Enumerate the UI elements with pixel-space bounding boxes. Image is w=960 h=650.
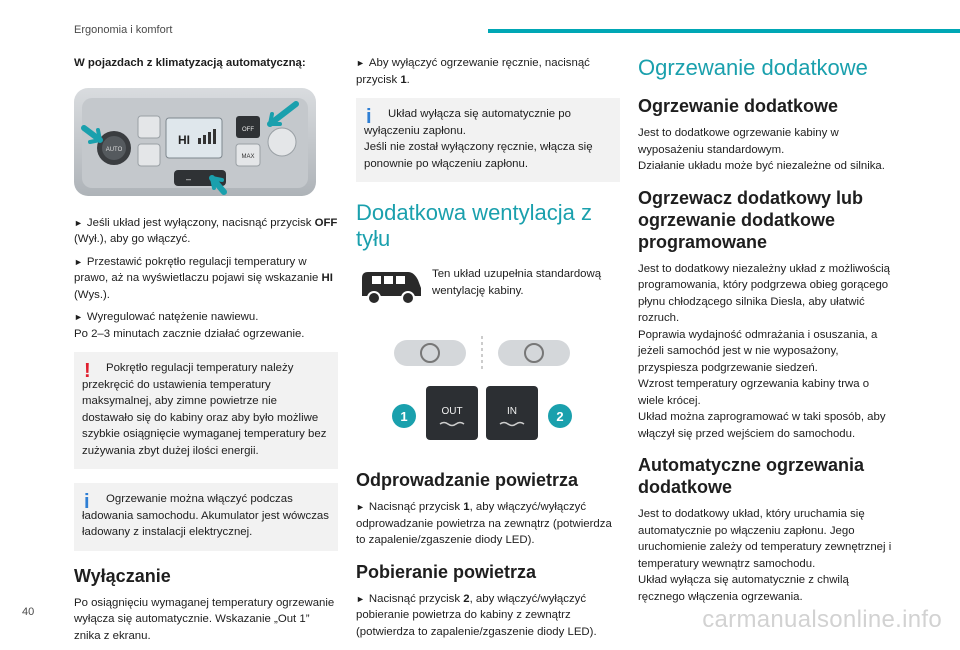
van-row [356,266,620,318]
column-2 [356,55,620,646]
automatic-heating-text: Jest to dodatkowy układ, który uruchamia się automatycznie po włączeniu zapłonu. Jego uruchomienie zależy od temperatury zewnętrznej i temperatury wewnątrz samochodu. Układ wyłącza się automatycznie z chwilą ręcznego włączenia ogrzewania. [638,508,892,603]
warning-icon: ! [84,360,91,382]
info-note-2: i Układ wyłącza się automatycznie po wyłączeniu zapłonu. Jeśli nie został wyłączony ręcznie, włącza się ponownie po włączeniu zapłonu. [356,98,620,182]
manual-off-step: ► Aby wyłączyć ogrzewanie ręcznie, nacisnąć przycisk 1. [356,57,590,86]
svg-text:–: – [186,173,192,184]
off-label: OFF [242,126,254,133]
step-1: ► Jeśli układ jest wyłączony, nacisnąć przycisk OFF (Wył.), aby go włączyć. [74,216,338,245]
intake-heading: Pobieranie powietrza [356,561,537,582]
badge-2: 2 [556,409,564,424]
intro-heading: W pojazdach z klimatyzacją automatyczną: [74,57,306,69]
ventilation-buttons-illustration [382,336,582,446]
column-1 [74,55,338,650]
aux-heating-title: Ogrzewanie dodatkowe [638,55,868,80]
automatic-heating-heading: Automatyczne ogrzewania dodatkowe [638,455,865,497]
climate-panel-illustration [74,88,316,196]
aux-heating-heading: Ogrzewanie dodatkowe [638,96,839,116]
rear-ventilation-title: Dodatkowa wentylacja z tyłu [356,200,593,251]
off-heading: Wyłączanie [74,565,171,586]
out-button-label: OUT [441,406,463,417]
exhaust-heading: Odprowadzanie powietrza [356,470,579,490]
step-2: ► Przestawić pokrętło regulacji temperatury w prawo, aż na wyświetlaczu pojawi się wskazanie HI (Wys.). [74,255,333,301]
aux-heating-text: Jest to dodatkowe ogrzewanie kabiny w wyposażeniu standardowym. Działanie układu może być niezależne od silnika. [638,127,885,172]
display-readout: HI [178,132,190,147]
column-3 [638,55,898,611]
off-text: Po osiągnięciu wymaganej temperatury ogrzewanie wyłącza się automatycznie. Wskazanie „Out 1” znika z ekranu. [74,596,335,642]
info-icon: i [366,106,372,128]
exhaust-text: ► Nacisnąć przycisk 1, aby włączyć/wyłączyć odprowadzanie powietrza na zewnątrz (potwierdza to zapalenie/zgaszenie diody LED). [356,501,612,546]
in-button-label: IN [507,406,517,417]
step-3: ► Wyregulować natężenie nawiewu. [74,311,259,323]
van-icon [358,266,424,308]
header-accent-bar [488,29,960,33]
van-description: Ten układ uzupełnia standardową wentylację kabiny. [432,268,602,297]
programmable-heater-heading: Ogrzewacz dodatkowy lub ogrzewanie dodatkowe programowane [638,187,864,252]
badge-1: 1 [400,409,408,424]
auto-label: AUTO [105,146,123,153]
intake-text: ► Nacisnąć przycisk 2, aby włączyć/wyłączyć pobieranie powietrza do kabiny z zewnątrz (potwierdza to zapalenie/zgaszenie diody LED). [356,592,597,638]
info-icon: i [84,491,90,513]
watermark: carmanualsonline.info [702,606,942,633]
section-header: Ergonomia i komfort [74,24,173,36]
page-number: 40 [22,606,35,618]
programmable-heater-text: Jest to dodatkowy niezależny układ z możliwością programowania, który podgrzewa obieg gorącego płynu chłodzącego silnika Diesla, aby ułatwić rozruch. Poprawia wydajność odmrażania i osuszania, a jeżeli samochód jest w nie wyposażony, przyspiesza podgrzewanie siedzeń. Wzrost temperatury ogrzewania kabiny trwa o wiele krócej. Układ można zaprogramować w taki sposób, aby włączył się przed wejściem do samochodu. [638,262,890,440]
max-label: MAX [241,153,255,160]
after-text: Po 2–3 minutach zacznie działać ogrzewanie. [74,327,305,340]
info-note: i Ogrzewanie można włączyć podczas ładowania samochodu. Akumulator jest wówczas ładowany z instalacji elektrycznej. [74,483,338,551]
warning-note: ! Pokrętło regulacji temperatury należy przekręcić do ustawienia temperatury maksymalnej, aby zimne powietrze nie dostawało się do kabiny oraz aby było możliwe szybkie osiągnięcie wymaganej temperatury bez zużywania zbyt dużej ilości energii. [74,352,338,469]
